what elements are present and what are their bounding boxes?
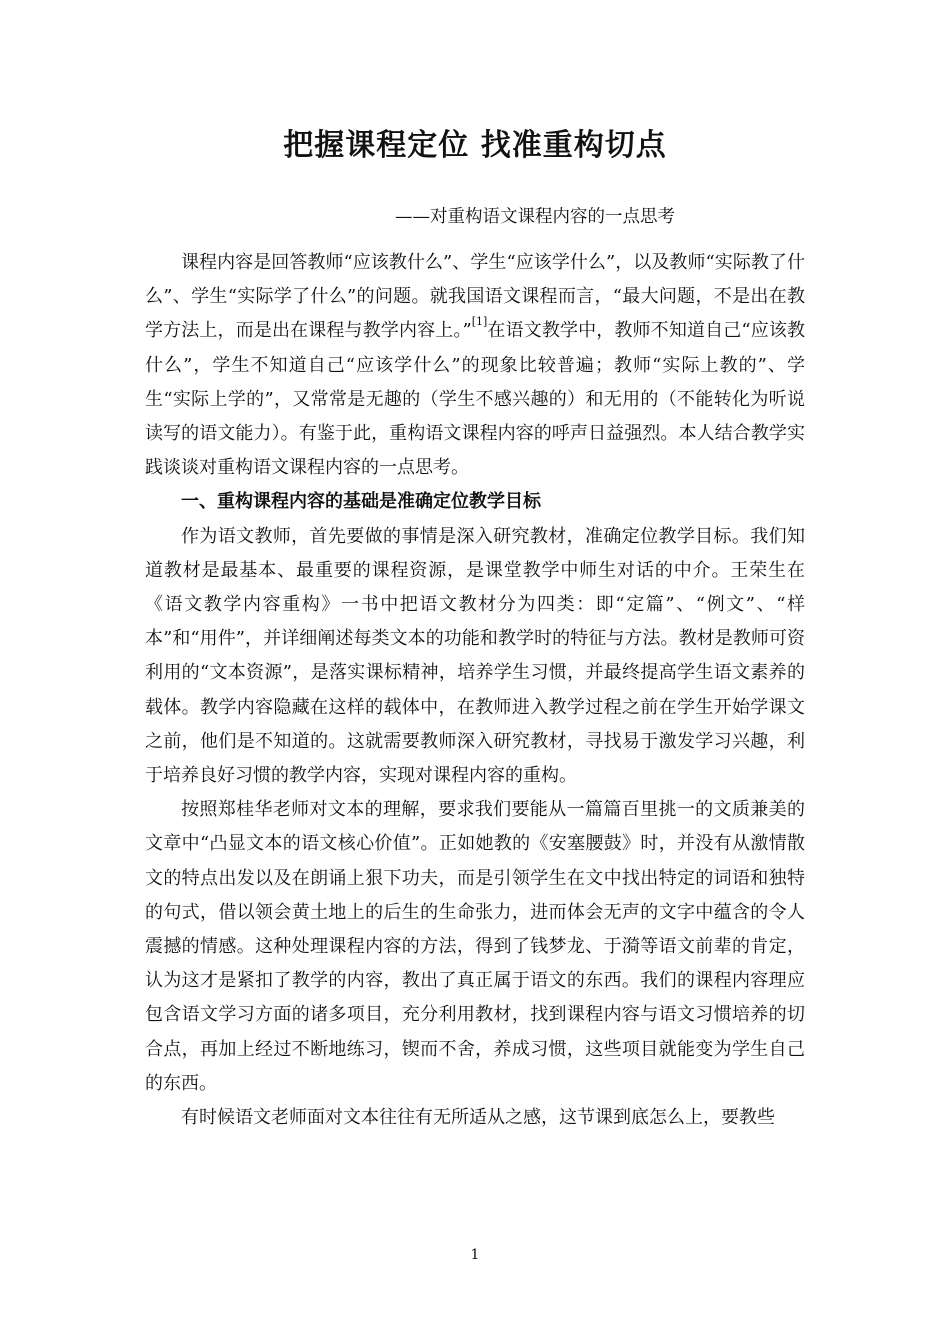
- section-heading-1: 一、重构课程内容的基础是准确定位教学目标: [181, 491, 541, 513]
- page-number: 1: [470, 1247, 480, 1263]
- document-body: [145, 246, 805, 1135]
- document-subtitle: ——对重构语文课程内容的一点思考: [395, 207, 675, 227]
- paragraph-intro: [145, 246, 805, 485]
- paragraph-intro-text-1: 课程内容是回答教师“应该教什么”、学生“应该学什么”，以及教师“实际教了什么”、学生“实际学了什么”的问题。就我国语文课程而言，“最大问题，不是出在教学方法上，而是出在课程与教学内容上。”: [145, 252, 805, 342]
- paragraph-intro-text-2: 在语文教学中，教师不知道自己“应该教什么”，学生不知道自己“应该学什么”的现象比较普遍；教师“实际上教的”、学生“实际上学的”，又常常是无趣的（学生不感兴趣的）和无用的（不能转化为听说读写的语文能力）。有鉴于此，重构语文课程内容的呼声日益强烈。本人结合教学实践谈谈对重构语文课程内容的一点思考。: [145, 320, 805, 479]
- paragraph-textbook: 作为语文教师，首先要做的事情是深入研究教材，准确定位教学目标。我们知道教材是最基本、最重要的课程资源，是课堂教学中师生对话的中介。王荣生在《语文教学内容重构》一书中把语文教材分为四类：即“定篇”、“例文”、“样本”和“用件”，并详细阐述每类文本的功能和教学时的特征与方法。教材是教师可资利用的“文本资源”，是落实课标精神，培养学生习惯，并最终提高学生语文素养的载体。教学内容隐藏在这样的载体中，在教师进入教学过程之前在学生开始学课文之前，他们是不知道的。这就需要教师深入研究教材，寻找易于激发学习兴趣，利于培养良好习惯的教学内容，实现对课程内容的重构。: [145, 525, 805, 787]
- paragraph-zheng-guihua: 按照郑桂华老师对文本的理解，要求我们要能从一篇篇百里挑一的文质兼美的文章中“凸显文本的语文核心价值”。正如她教的《安塞腰鼓》时，并没有从激情散文的特点出发以及在朗诵上狠下功夫，而是引领学生在文中找出特定的词语和独特的句式，借以领会黄土地上的后生的生命张力，进而体会无声的文字中蕴含的令人震撼的情感。这种处理课程内容的方法，得到了钱梦龙、于漪等语文前辈的肯定，认为这才是紧扣了教学的内容，教出了真正属于语文的东西。我们的课程内容理应包含语文学习方面的诸多项目，充分利用教材，找到课程内容与语文习惯培养的切合点，再加上经过不断地练习，锲而不舍，养成习惯，这些项目就能变为学生自己的东西。: [145, 799, 805, 1094]
- paragraph-last-partial: 有时候语文老师面对文本往往有无所适从之感，这节课到底怎么上，要教些: [181, 1107, 775, 1129]
- footnote-reference[interactable]: [1]: [471, 315, 488, 329]
- document-title: 把握课程定位 找准重构切点: [283, 128, 667, 163]
